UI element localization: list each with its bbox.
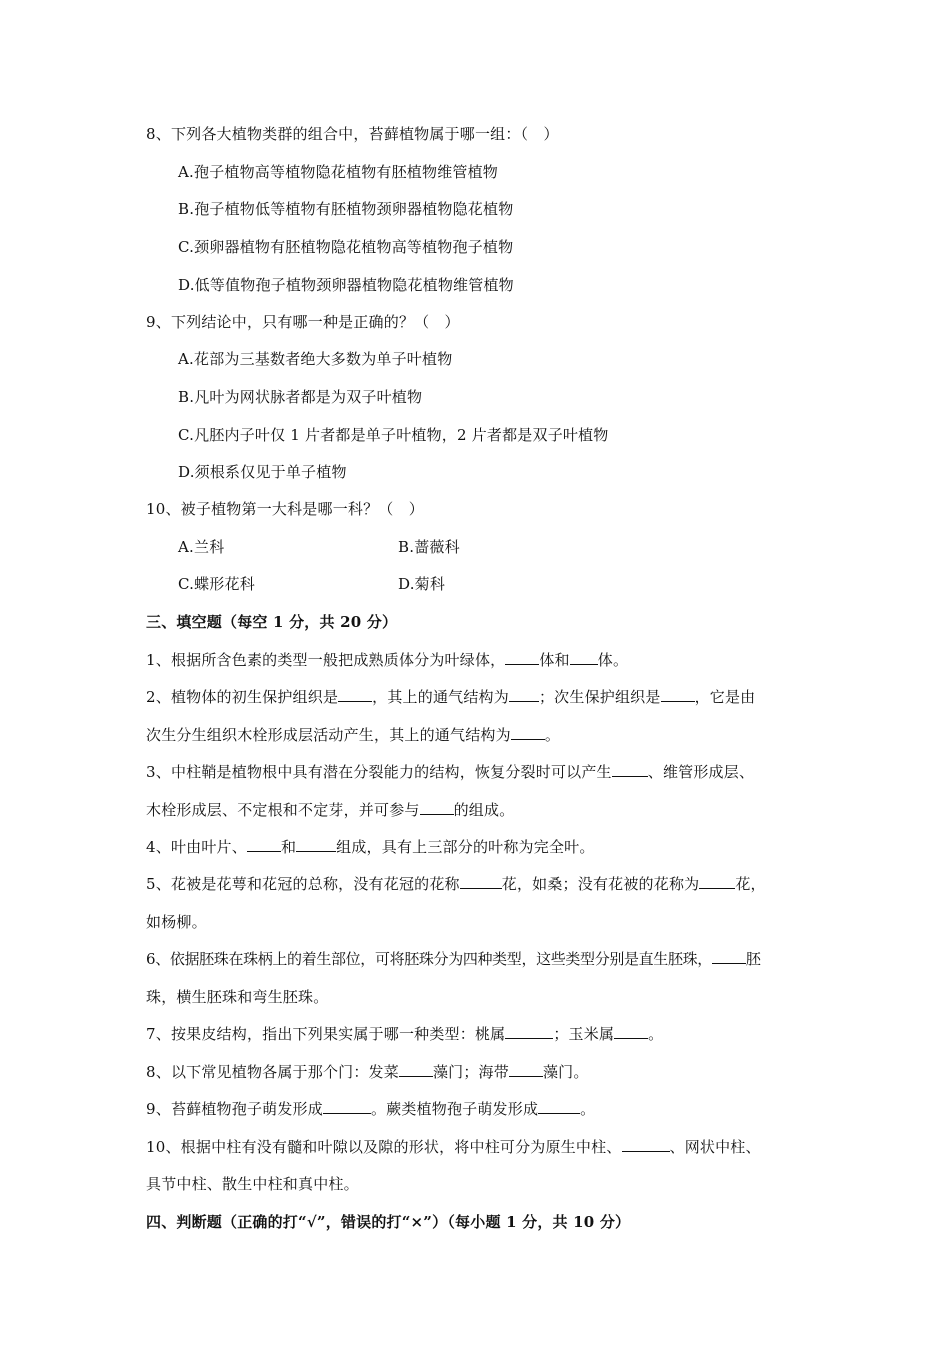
- fill-q8: [146, 1062, 589, 1082]
- answer-blank[interactable]: [460, 874, 502, 889]
- mc-q9-stem: 9、下列结论中，只有哪一种是正确的？（ ）: [146, 313, 460, 331]
- fill-q1-text-1: 1、根据所含色素的类型一般把成熟质体分为叶绿体，: [146, 651, 506, 669]
- fill-q8-text-2: 藻门；海带: [432, 1063, 509, 1081]
- answer-blank[interactable]: [661, 687, 695, 702]
- answer-blank[interactable]: [509, 687, 539, 702]
- fill-q6-text-2: 胚: [745, 950, 761, 968]
- fill-q9-text-3: 。: [580, 1100, 596, 1118]
- mc-q9-option-d: D.须根系仅见于单子植物: [178, 463, 347, 481]
- fill-q7-text-3: 。: [648, 1025, 664, 1043]
- fill-q2-text-4: ，它是由: [694, 688, 756, 706]
- fill-q9-text-1: 9、苔藓植物孢子萌发形成: [146, 1100, 323, 1118]
- mc-q9-option-a: A.花部为三基数者绝大多数为单子叶植物: [178, 350, 453, 368]
- fill-q7: [146, 1024, 663, 1044]
- fill-q3-line2-text-1: 木栓形成层、不定根和不定芽，并可参与: [146, 801, 420, 819]
- mc-q10-option-b: B.蔷薇科: [398, 538, 460, 556]
- answer-blank[interactable]: [699, 874, 735, 889]
- fill-q3-line2: [146, 800, 514, 820]
- fill-q6-text-1: 6、依据胚珠在珠柄上的着生部位，可将胚珠分为四种类型，这些类型分别是直生胚珠，: [146, 950, 712, 968]
- answer-blank[interactable]: [712, 949, 746, 964]
- fill-q7-text-1: 7、按果皮结构，指出下列果实属于哪一种类型：桃属: [146, 1025, 506, 1043]
- answer-blank[interactable]: [622, 1137, 670, 1152]
- answer-blank[interactable]: [399, 1062, 433, 1077]
- fill-q1-text-3: 体。: [597, 651, 629, 669]
- fill-q8-text-1: 8、以下常见植物各属于那个门：发菜: [146, 1063, 399, 1081]
- fill-q5: [146, 874, 766, 894]
- answer-blank[interactable]: [296, 837, 336, 852]
- mc-q10-option-c: C.蝶形花科: [178, 575, 255, 593]
- fill-q7-text-2: ；玉米属: [553, 1025, 615, 1043]
- answer-blank[interactable]: [323, 1099, 371, 1114]
- fill-q1: [146, 650, 628, 670]
- fill-q2-text-3: ；次生保护组织是: [538, 688, 661, 706]
- mc-q10-option-a: A.兰科: [178, 538, 225, 556]
- fill-q5-text-2: 花，如桑；没有花被的花称为: [501, 875, 700, 893]
- answer-blank[interactable]: [338, 687, 372, 702]
- fill-q2-line2-text-1: 次生分生组织木栓形成层活动产生，其上的通气结构为: [146, 726, 511, 744]
- fill-q3-line2-text-2: 的组成。: [453, 801, 515, 819]
- answer-blank[interactable]: [511, 725, 545, 740]
- fill-q10: [146, 1137, 761, 1157]
- fill-q4-text-3: 组成，具有上三部分的叶称为完全叶。: [336, 838, 595, 856]
- mc-q8-option-c: C.颈卵器植物有胚植物隐花植物高等植物孢子植物: [178, 238, 514, 256]
- fill-q4-text-2: 和: [280, 838, 297, 856]
- mc-q9-option-c: C.凡胚内子叶仅 1 片者都是单子叶植物，2 片者都是双子叶植物: [178, 426, 609, 444]
- fill-q2-text-1: 2、植物体的初生保护组织是: [146, 688, 339, 706]
- fill-q10-text-1: 10、根据中柱有没有髓和叶隙以及隙的形状，将中柱可分为原生中柱、: [146, 1138, 622, 1156]
- mc-q8-option-b: B.孢子植物低等植物有胚植物颈卵器植物隐花植物: [178, 200, 514, 218]
- mc-q8-option-d: D.低等值物孢子植物颈卵器植物隐花植物维管植物: [178, 276, 514, 294]
- fill-q2-line2-text-2: 。: [544, 726, 561, 744]
- fill-q3-text-1: 3、中柱鞘是植物根中具有潜在分裂能力的结构，恢复分裂时可以产生: [146, 763, 612, 781]
- mc-q10-stem: 10、被子植物第一大科是哪一科？（ ）: [146, 500, 424, 518]
- fill-q3-text-2: 、维管形成层、: [647, 763, 755, 781]
- answer-blank[interactable]: [509, 1062, 543, 1077]
- fill-q5-text-1: 5、花被是花萼和花冠的总称，没有花冠的花称: [146, 875, 460, 893]
- fill-q4-text-1: 4、叶由叶片、: [146, 838, 247, 856]
- mc-q8-stem: 8、下列各大植物类群的组合中，苔藓植物属于哪一组：（ ）: [146, 125, 559, 143]
- mc-q9-option-b: B.凡叶为网状脉者都是为双子叶植物: [178, 388, 423, 406]
- mc-q8-option-a: A.孢子植物高等植物隐花植物有胚植物维管植物: [178, 163, 499, 181]
- fill-q10-line2: 具节中柱、散生中柱和真中柱。: [146, 1175, 359, 1193]
- answer-blank[interactable]: [614, 1024, 648, 1039]
- fill-q5-line2: 如杨柳。: [146, 913, 207, 931]
- fill-q6: [146, 949, 761, 969]
- fill-q5-text-3: 花，: [735, 875, 766, 893]
- fill-q4: [146, 837, 595, 857]
- mc-q10-option-d: D.菊科: [398, 575, 446, 593]
- fill-q9-text-2: 。蕨类植物孢子萌发形成: [370, 1100, 539, 1118]
- fill-q3: [146, 762, 754, 782]
- section3-title: 三、填空题（每空 1 分，共 20 分）: [146, 613, 398, 631]
- answer-blank[interactable]: [538, 1099, 580, 1114]
- fill-q1-text-2: 体和: [539, 651, 570, 669]
- fill-q2-text-2: ，其上的通气结构为: [372, 688, 509, 706]
- fill-q9: [146, 1099, 595, 1119]
- answer-blank[interactable]: [570, 650, 598, 665]
- answer-blank[interactable]: [247, 837, 281, 852]
- answer-blank[interactable]: [612, 762, 648, 777]
- answer-blank[interactable]: [505, 650, 539, 665]
- fill-q10-text-2: 、网状中柱、: [669, 1138, 761, 1156]
- fill-q8-text-3: 藻门。: [542, 1063, 589, 1081]
- answer-blank[interactable]: [505, 1024, 553, 1039]
- answer-blank[interactable]: [420, 800, 454, 815]
- fill-q2-line2: [146, 725, 560, 745]
- fill-q6-line2: 珠，横生胚珠和弯生胚珠。: [146, 988, 329, 1006]
- fill-q2: [146, 687, 755, 707]
- section4-title: 四、判断题（正确的打“√”，错误的打“×”）（每小题 1 分，共 10 分）: [146, 1213, 631, 1231]
